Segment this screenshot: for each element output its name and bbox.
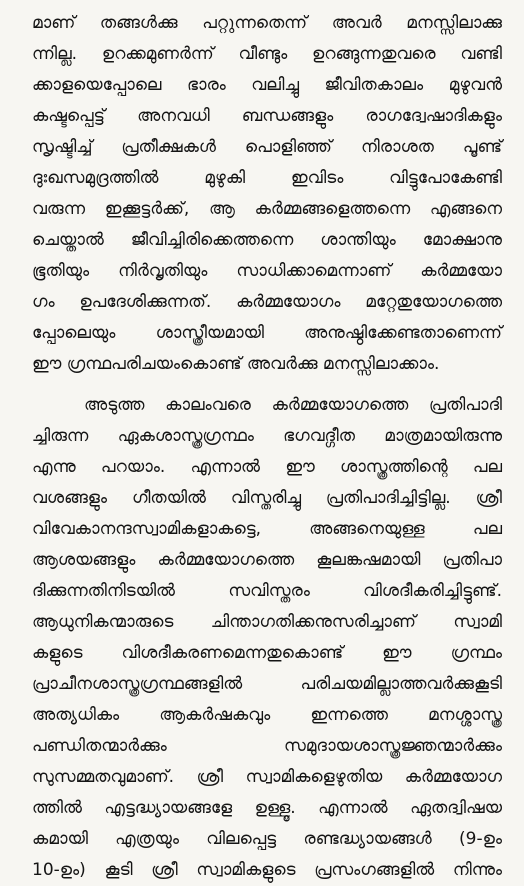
text-line: വിവേകാനന്ദസ്വാമികളാകട്ടെ, അങ്ങനെയുള്ള പല	[32, 519, 502, 539]
text-line: കഷ്ടപ്പെട്ട് അനവധി ബന്ധങ്ങളും രാഗദ്വേഷാദികളും	[32, 106, 502, 126]
text-line: വശങ്ങളും ഗീതയിൽ വിസ്തരിച്ചു പ്രതിപാദിച്ചിട്ടില്ല. ശ്രീ	[32, 488, 502, 508]
text-line: ദിക്കുന്നതിനിടയിൽ സവിസ്തരം വിശദീകരിച്ചിട്ടുണ്ട്.	[32, 581, 502, 601]
text-line: ച്ചിരുന്ന ഏകശാസ്ത്രഗ്രന്ഥം ഭഗവദ്ഗീത മാത്രമായിരുന്നു	[32, 426, 502, 446]
text-line: കമായി എത്രയും വിലപ്പെട്ട രണ്ടദ്ധ്യായങ്ങൾ (9-ഉം	[32, 829, 502, 849]
text-line: സൃഷ്ടിച്ച് പ്രതീക്ഷകൾ പൊളിഞ്ഞ് നിരാശത പൂണ്ട്	[32, 137, 502, 157]
text-line: പ്രാചീനശാസ്ത്രഗ്രന്ഥങ്ങളിൽ പരിചയമില്ലാത്തവർക്കുകൂടി	[32, 674, 502, 694]
text-line: ആധുനികന്മാരുടെ ചിന്താഗതിക്കനുസരിച്ചാണ് സ്വാമി	[32, 612, 502, 632]
text-line: മാണ് തങ്ങൾക്കു പറ്റുന്നതെന്ന് അവർ മനസ്സിലാക്കു	[32, 13, 502, 33]
text-line: ചെയ്താൽ ജീവിച്ചിരിക്കെത്തന്നെ ശാന്തിയും മോക്ഷാനു	[32, 230, 502, 250]
text-line: ത്തിൽ എട്ടദ്ധ്യായങ്ങളേ ഉള്ളൂ. എന്നാൽ ഏതദ്വിഷയ	[32, 798, 502, 818]
text-line: അത്യധികം ആകർഷകവും ഇന്നത്തെ മനശ്ശാസ്ത്ര	[32, 705, 502, 725]
text-line: കളുടെ വിശദീകരണമെന്നതുകൊണ്ട് ഈ ഗ്രന്ഥം	[32, 643, 502, 663]
paragraph-1	[32, 8, 502, 380]
text-line: ഗം ഉപദേശിക്കുന്നത്. കർമ്മയോഗം മറ്റേതുയോഗത്തെ	[32, 292, 502, 312]
text-line: ഭൂതിയും നിർവൃതിയും സാധിക്കാമെന്നാണ് കർമ്മയോ	[32, 261, 502, 281]
text-line: സുസമ്മതവുമാണ്. ശ്രീ സ്വാമികളെഴുതിയ കർമ്മയോഗ	[32, 767, 502, 787]
text-line: ന്നില്ല. ഉറക്കമുണർന്ന് വീണ്ടും ഉറങ്ങുന്നതുവരെ വണ്ടി	[32, 44, 502, 64]
paragraph-2	[32, 390, 502, 886]
text-line: ആശയങ്ങളും കർമ്മയോഗത്തെ കൂലങ്കഷമായി പ്രതിപാ	[32, 550, 502, 570]
text-line: 10-ഉം) കൂടി ശ്രീ സ്വാമികളുടെ പ്രസംഗങ്ങളിൽ നിന്നും	[32, 860, 502, 880]
text-line: എന്നു പറയാം. എന്നാൽ ഈ ശാസ്ത്രത്തിന്റെ പല	[32, 457, 502, 477]
text-line: ഈ ഗ്രന്ഥപരിചയംകൊണ്ട് അവർക്കു മനസ്സിലാക്കാം.	[32, 354, 440, 374]
text-line: ക്കാളയെപ്പോലെ ഭാരം വലിച്ചു ജീവിതകാലം മുഴുവൻ	[32, 75, 502, 95]
text-line: വരുന്ന ഇക്കൂട്ടർക്ക്, ആ കർമ്മങ്ങളെത്തന്നെ എങ്ങനെ	[32, 199, 502, 219]
text-line: പ്പോലെയും ശാസ്ത്രീയമായി അനുഷ്ഠിക്കേണ്ടതാണെന്ന്	[32, 323, 502, 343]
text-line: ദുഃഖസമുദ്രത്തിൽ മുഴുകി ഇവിടം വിട്ടുപോകേണ്ടി	[32, 168, 502, 188]
text-line: പണ്ഡിതന്മാർക്കും സമുദായശാസ്ത്രജ്ഞന്മാർക്കും	[32, 736, 502, 756]
text-line: അടുത്ത കാലംവരെ കർമ്മയോഗത്തെ പ്രതിപാദി	[84, 395, 502, 415]
